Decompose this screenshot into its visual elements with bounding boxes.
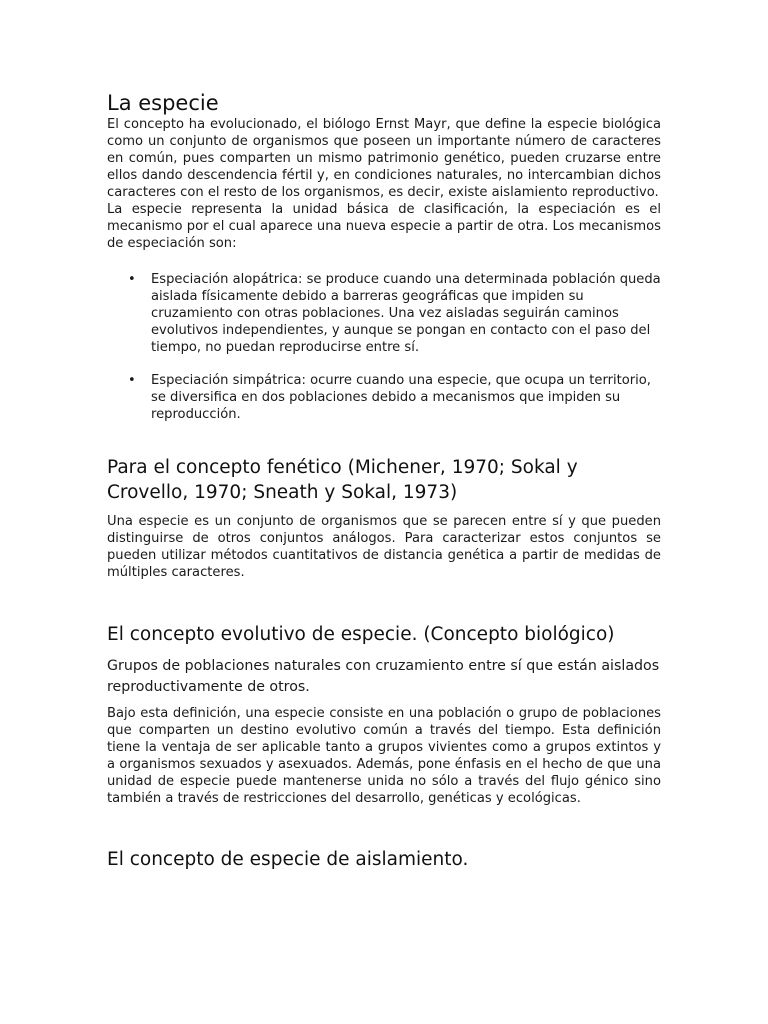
bullet-icon: • — [128, 272, 136, 287]
document-content — [107, 90, 661, 872]
heading-concepto-aislamiento: El concepto de especie de aislamiento. — [107, 849, 469, 870]
bullet-icon: • — [128, 373, 136, 388]
paragraph-fenetico: Una especie es un conjunto de organismos que se parecen entre sí y que pueden distinguirse de otros conjuntos análogos. Para caracterizar estos conjuntos se pueden utilizar métodos cuantitativos de distancia genética a partir de medidas de múltiples caracteres. — [107, 514, 661, 580]
paragraph-speciation-intro: La especie representa la unidad básica de clasificación, la especiación es el mecanismo por el cual aparece una nueva especie a partir de otra. Los mecanismos de especiación son: — [107, 202, 661, 251]
list-item-text: Especiación alopátrica: se produce cuando una determinada población queda aislada físicamente debido a barreras geográficas que impiden su cruzamiento con otras poblaciones. Una vez aisladas seguirán caminos evolutivos independientes, y aunque se pongan en contacto con el paso del tiempo, no puedan reproducirse entre sí. — [151, 272, 661, 355]
list-item-sympatric — [107, 372, 661, 423]
paragraph-mayr-definition: El concepto ha evolucionado, el biólogo Ernst Mayr, que define la especie biológica como un conjunto de organismos que poseen un importante número de caracteres en común, pues comparten un mismo patrimonio genético, pueden cruzarse entre ellos dando descendencia fértil y, en condiciones naturales, no intercambian dichos caracteres con el resto de los organismos, es decir, existe aislamiento reproductivo. — [107, 117, 661, 200]
heading-concepto-evolutivo: El concepto evolutivo de especie. (Concepto biológico) — [107, 624, 615, 645]
list-item-text: Especiación simpátrica: ocurre cuando una especie, que ocupa un territorio, se diversifica en dos poblaciones debido a mecanismos que impiden su reproducción. — [151, 373, 651, 422]
paragraph-evolutivo-body: Bajo esta definición, una especie consiste en una población o grupo de poblaciones que comparten un destino evolutivo común a través del tiempo. Esta definición tiene la ventaja de ser aplicable tanto a grupos vivientes como a grupos extintos y a organismos sexuados y asexuados. Además, pone énfasis en el hecho de que una unidad de especie puede mantenerse unida no sólo a través del flujo génico sino también a través de restricciones del desarrollo, genéticas y ecológicas. — [107, 706, 661, 806]
heading-concepto-fenetico: Para el concepto fenético (Michener, 1970; Sokal y Crovello, 1970; Sneath y Sokal, 1973) — [107, 457, 578, 503]
speciation-list — [107, 271, 661, 423]
heading-la-especie: La especie — [107, 91, 219, 115]
list-item-allopatric — [107, 271, 661, 356]
paragraph-evolutivo-lead: Grupos de poblaciones naturales con cruzamiento entre sí que están aislados reproductivamente de otros. — [107, 658, 660, 695]
